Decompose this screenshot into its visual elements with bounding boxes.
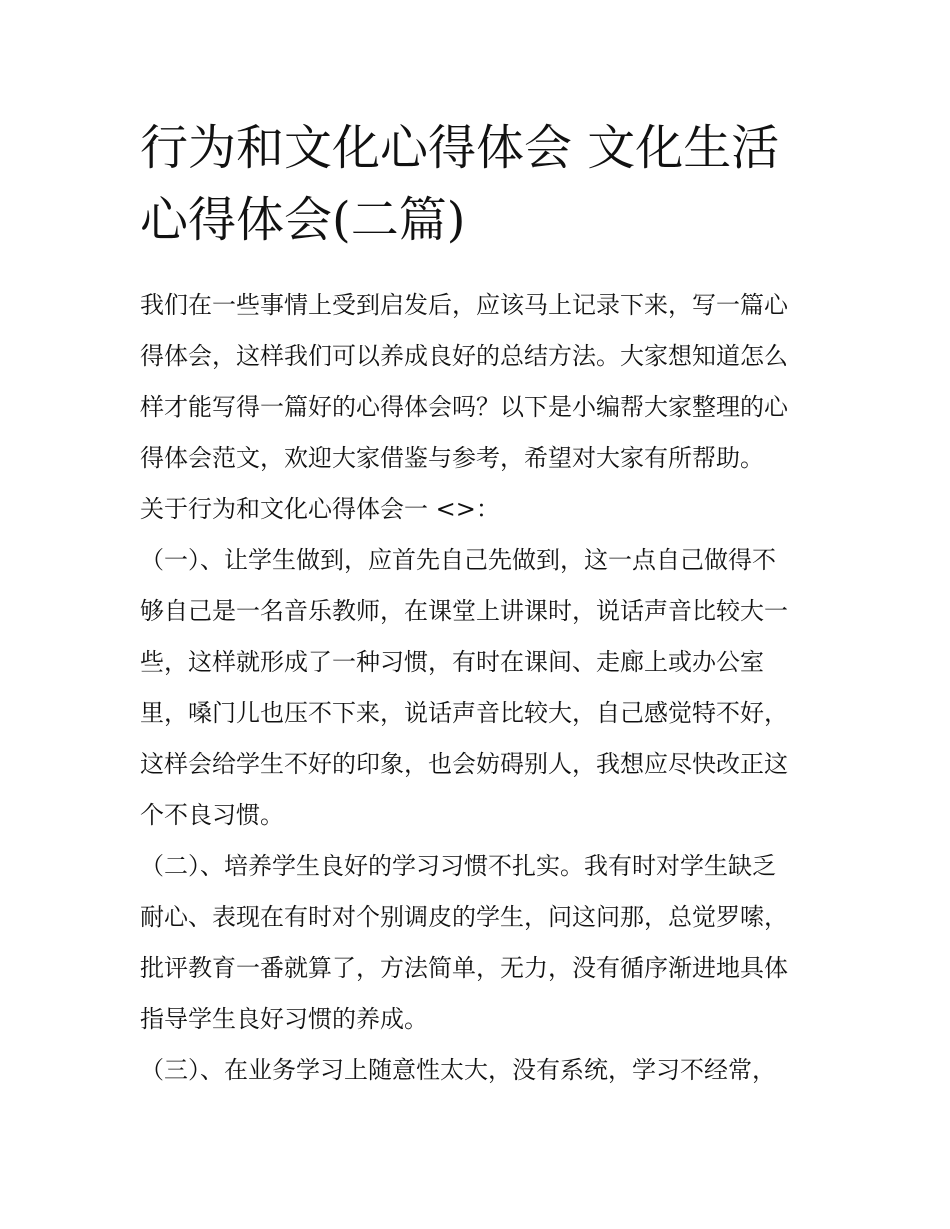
point-one-paragraph	[140, 535, 820, 841]
text-line: 样才能写得一篇好的心得体会吗？以下是小编帮大家整理的心	[140, 393, 788, 421]
text-line: 我们在一些事情上受到启发后，应该马上记录下来，写一篇心	[140, 291, 788, 319]
text-line: 够自己是一名音乐教师，在课堂上讲课时，说话声音比较大一	[140, 597, 788, 625]
text-line: （一）、让学生做到，应首先自己先做到，这一点自己做得不	[140, 546, 776, 574]
text-line: 指导学生良好习惯的养成。	[140, 1005, 428, 1033]
text-line: 批评教育一番就算了，方法简单，无力，没有循序渐进地具体	[140, 954, 788, 982]
point-three-paragraph	[140, 1045, 820, 1096]
text-line: （三）、在业务学习上随意性太大，没有系统，学习不经常，	[140, 1056, 776, 1084]
text-line: 关于行为和文化心得体会一 <>：	[140, 495, 500, 523]
text-line: 这样会给学生不好的印象，也会妨碍别人，我想应尽快改正这	[140, 750, 788, 778]
text-line: 得体会，这样我们可以养成良好的总结方法。大家想知道怎么	[140, 342, 788, 370]
text-line: （二）、培养学生良好的学习习惯不扎实。我有时对学生缺乏	[140, 852, 776, 880]
intro-paragraph	[140, 280, 820, 484]
document-body	[140, 280, 820, 1096]
text-line: 得体会范文，欢迎大家借鉴与参考，希望对大家有所帮助。	[140, 444, 764, 472]
section-heading	[140, 484, 820, 535]
text-line: 个不良习惯。	[140, 801, 284, 829]
text-line: 些，这样就形成了一种习惯，有时在课间、走廊上或办公室	[140, 648, 764, 676]
text-line: 耐心、表现在有时对个别调皮的学生，问这问那，总觉罗嗦，	[140, 903, 788, 931]
text-line: 里，嗓门儿也压不下来，说话声音比较大，自己感觉特不好，	[140, 699, 788, 727]
point-two-paragraph	[140, 841, 820, 1045]
title-line: 行为和文化心得体会 文化生活	[140, 120, 780, 176]
title-line: 心得体会(二篇)	[140, 192, 466, 248]
document-title	[140, 112, 820, 256]
